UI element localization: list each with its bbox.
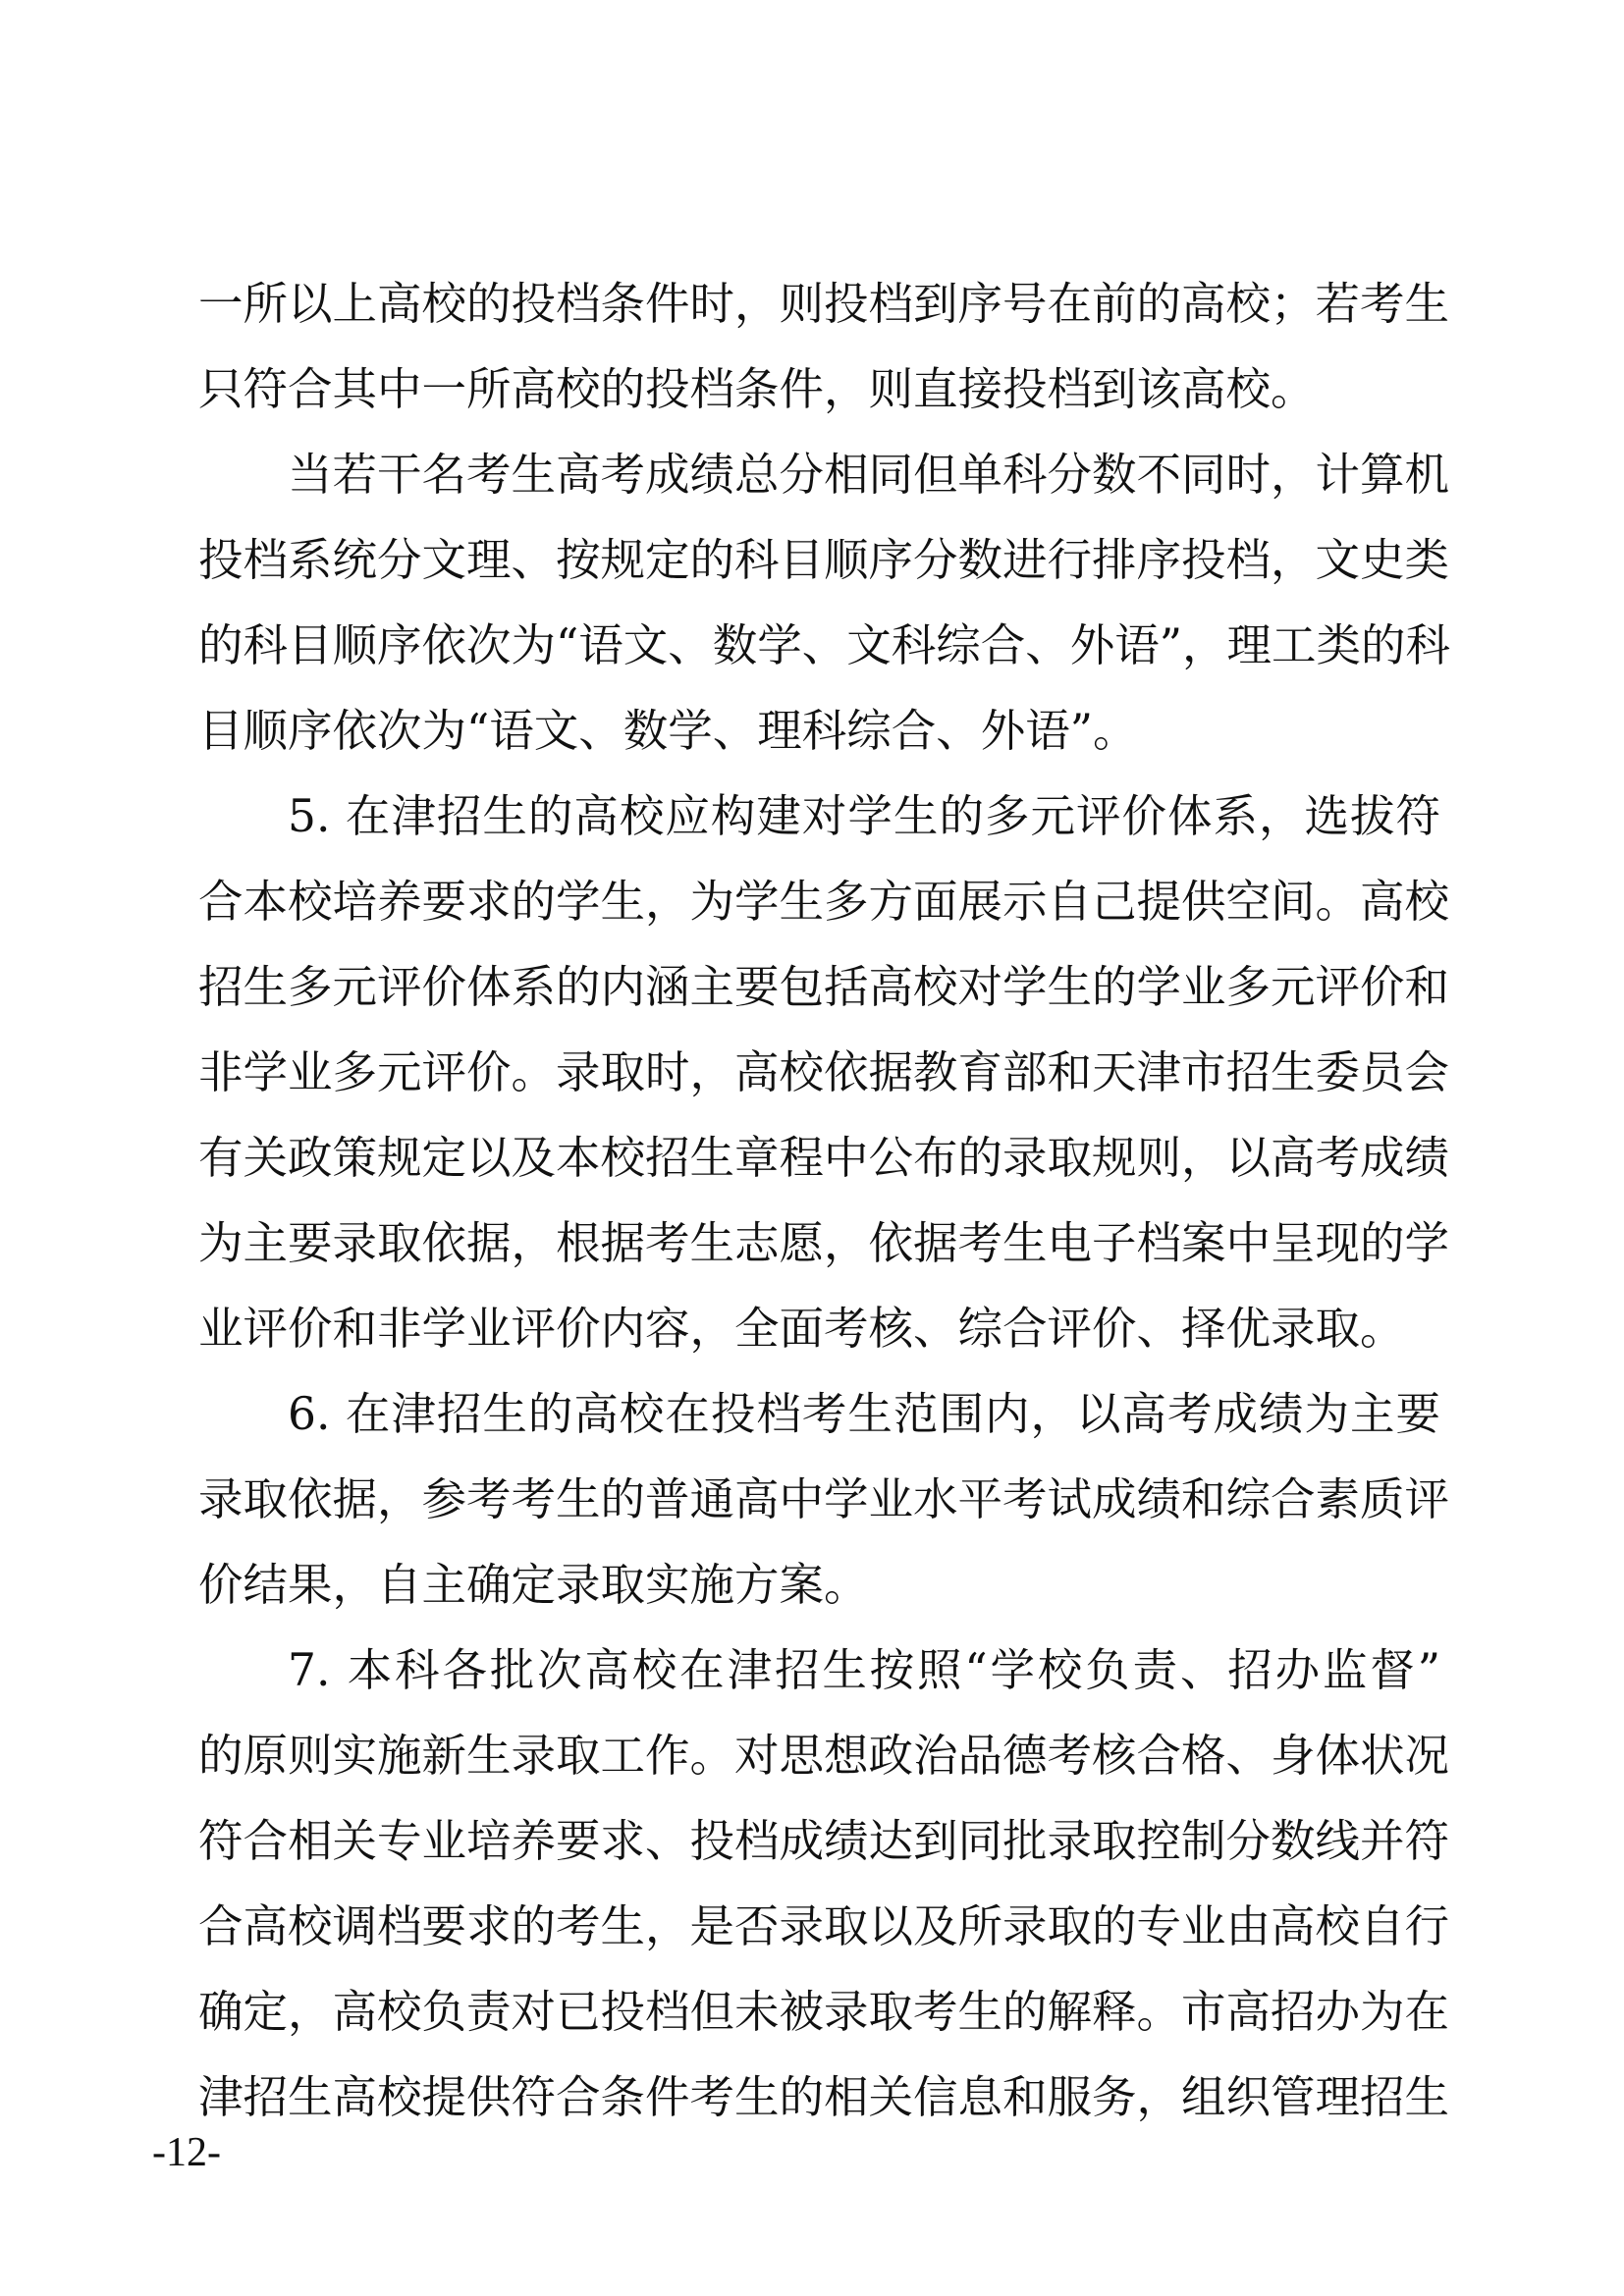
text-line: 业评价和非学业评价内容，全面考核、综合评价、择优录取。 xyxy=(198,1303,1405,1355)
page-number: -12- xyxy=(152,2130,221,2175)
text-line: 一所以上高校的投档条件时，则投档到序号在前的高校；若考生 xyxy=(198,278,1450,330)
text-line: 录取依据，参考考生的普通高中学业水平考试成绩和综合素质评 xyxy=(198,1473,1450,1525)
paragraph-first-line: 6. 在津招生的高校在投档考生范围内，以高考成绩为主要 xyxy=(288,1388,1440,1440)
text-line: 的科目顺序依次为“语文、数学、文科综合、外语”，理工类的科 xyxy=(198,619,1451,671)
text-line: 确定，高校负责对已投档但未被录取考生的解释。市高招办为在 xyxy=(198,1986,1450,2038)
text-line: 为主要录取依据，根据考生志愿，依据考生电子档案中呈现的学 xyxy=(198,1217,1450,1269)
text-line: 目顺序依次为“语文、数学、理科综合、外语”。 xyxy=(198,705,1138,757)
text-line: 招生多元评价体系的内涵主要包括高校对学生的学业多元评价和 xyxy=(198,961,1450,1013)
text-line: 的原则实施新生录取工作。对思想政治品德考核合格、身体状况 xyxy=(198,1730,1450,1782)
text-line: 有关政策规定以及本校招生章程中公布的录取规则，以高考成绩 xyxy=(198,1132,1450,1184)
text-line: 符合相关专业培养要求、投档成绩达到同批录取控制分数线并符 xyxy=(198,1815,1450,1867)
text-line: 价结果，自主确定录取实施方案。 xyxy=(198,1559,869,1611)
paragraph-first-line: 7. 本科各批次高校在津招生按照“学校负责、招办监督” xyxy=(288,1644,1440,1696)
paragraph-first-line: 5. 在津招生的高校应构建对学生的多元评价体系，选拔符 xyxy=(288,790,1440,842)
text-line: 合高校调档要求的考生，是否录取以及所录取的专业由高校自行 xyxy=(198,1900,1450,1952)
text-line: 只符合其中一所高校的投档条件，则直接投档到该高校。 xyxy=(198,363,1316,415)
text-line: 投档系统分文理、按规定的科目顺序分数进行排序投档，文史类 xyxy=(198,534,1450,586)
text-line: 合本校培养要求的学生，为学生多方面展示自己提供空间。高校 xyxy=(198,876,1450,928)
text-line: 津招生高校提供符合条件考生的相关信息和服务，组织管理招生 xyxy=(198,2071,1450,2123)
paragraph-first-line: 当若干名考生高考成绩总分相同但单科分数不同时，计算机 xyxy=(288,449,1450,501)
body-text xyxy=(198,261,1451,2140)
text-line: 非学业多元评价。录取时，高校依据教育部和天津市招生委员会 xyxy=(198,1046,1450,1098)
